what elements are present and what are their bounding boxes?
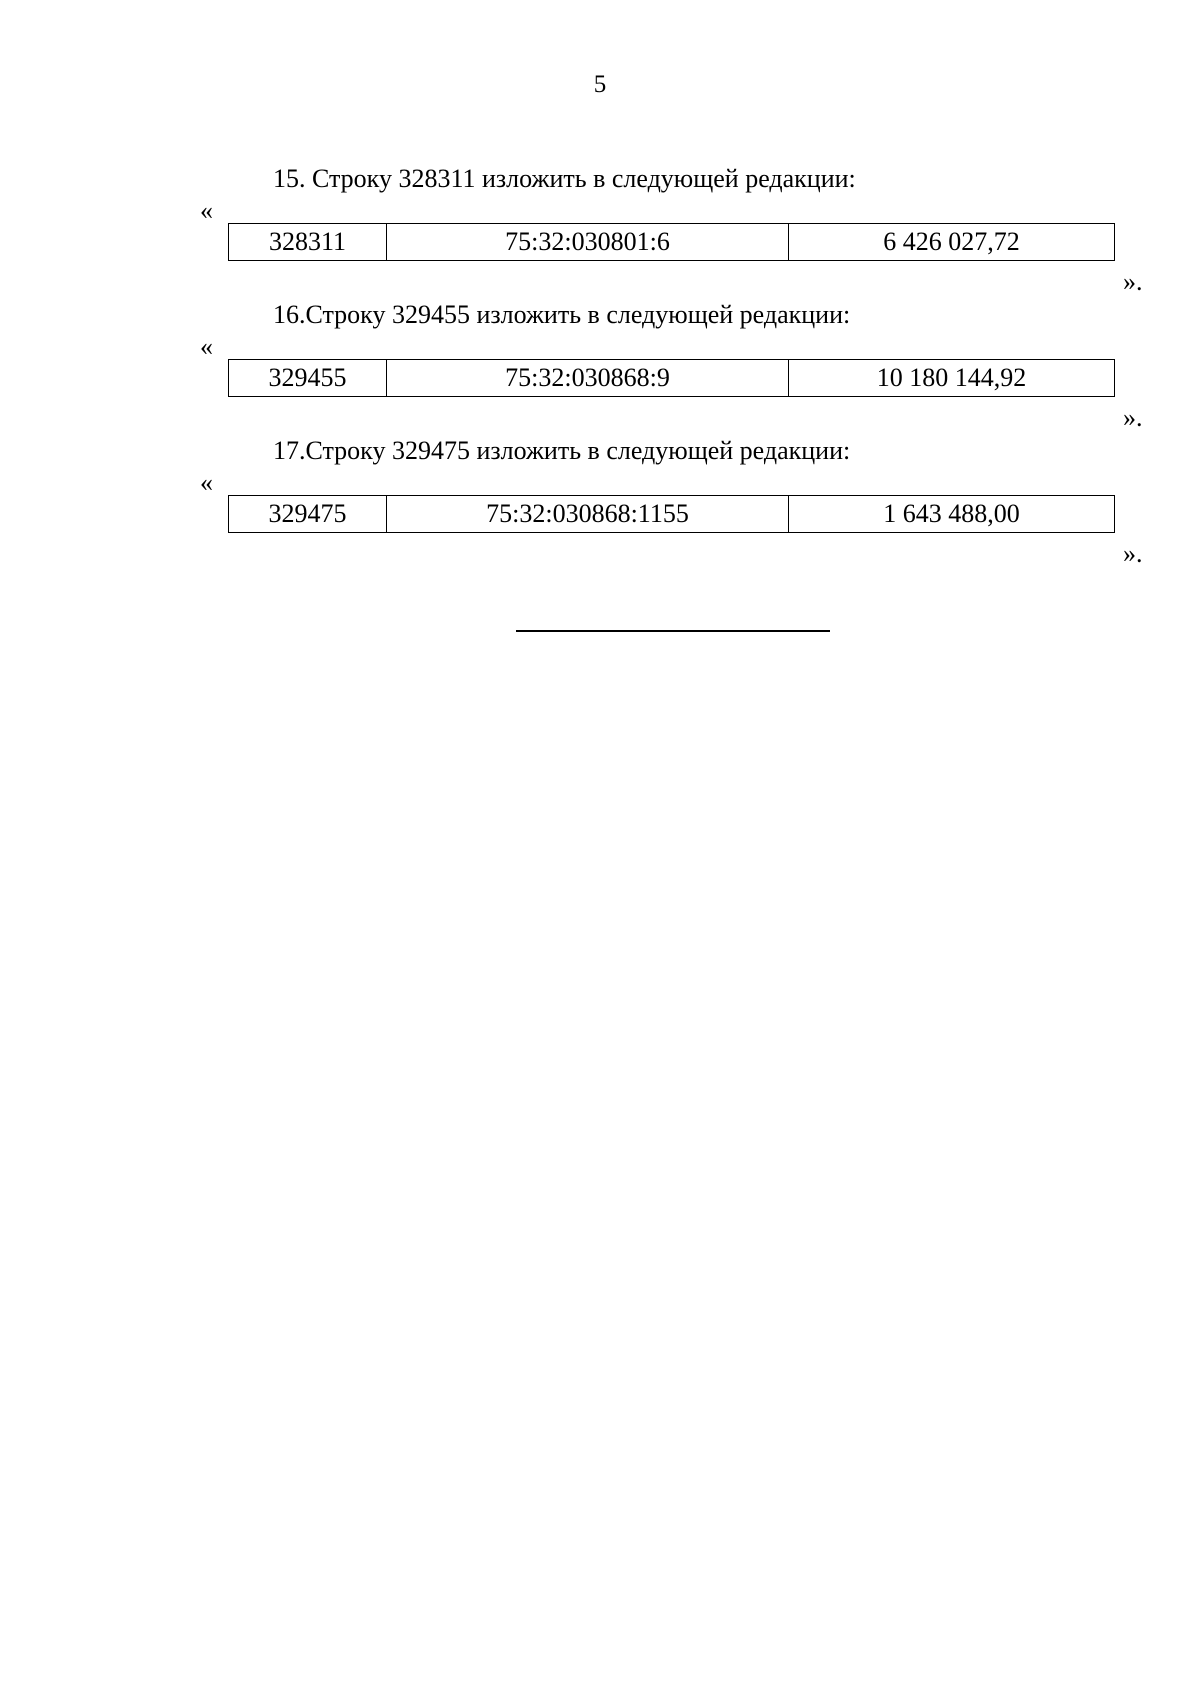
table-row [229,496,1115,533]
amendment-section-16 [0,299,1200,432]
amendment-section-15 [0,163,1200,296]
cadastral-number-cell: 75:32:030801:6 [387,224,789,261]
row-code-cell: 329475 [229,496,387,533]
closing-quote: ». [1123,403,1143,432]
cadastral-number-cell: 75:32:030868:1155 [387,496,789,533]
amendment-instruction: 16.Строку 329455 изложить в следующей редакции: [273,300,851,329]
value-cell: 1 643 488,00 [789,496,1115,533]
cadastral-number-cell: 75:32:030868:9 [387,360,789,397]
row-code-cell: 329455 [229,360,387,397]
amendment-instruction: 17.Строку 329475 изложить в следующей редакции: [273,436,851,465]
end-of-document-rule [516,630,830,632]
page-number: 5 [593,71,607,98]
replacement-row-table [228,223,1115,261]
amendment-instruction: 15. Строку 328311 изложить в следующей редакции: [273,164,856,193]
replacement-row-table [228,359,1115,397]
replacement-row-table [228,495,1115,533]
table-row [229,224,1115,261]
amendment-section-17 [0,435,1200,568]
opening-quote: « [200,468,213,497]
table-row [229,360,1115,397]
value-cell: 6 426 027,72 [789,224,1115,261]
value-cell: 10 180 144,92 [789,360,1115,397]
closing-quote: ». [1123,267,1143,296]
opening-quote: « [200,196,213,225]
closing-quote: ». [1123,539,1143,568]
opening-quote: « [200,332,213,361]
row-code-cell: 328311 [229,224,387,261]
